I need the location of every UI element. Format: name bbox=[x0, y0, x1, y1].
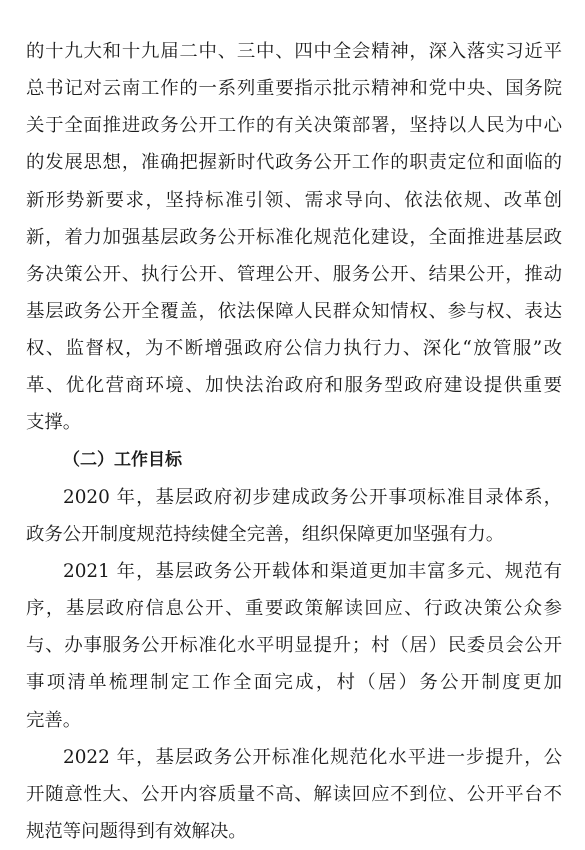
section-heading: （二）工作目标 bbox=[63, 449, 182, 470]
paragraph-line: 务决策公开、执行公开、管理公开、服务公开、结果公开，推动 bbox=[26, 263, 562, 285]
paragraph-line: 的十九大和十九届二中、三中、四中全会精神，深入落实习近平 bbox=[26, 41, 562, 62]
paragraph-line: 基层政务公开全覆盖，依法保障人民群众知情权、参与权、表达 bbox=[26, 300, 562, 322]
paragraph-line: 的发展思想，准确把握新时代政务公开工作的职责定位和面临的 bbox=[26, 152, 562, 174]
document-page bbox=[26, 33, 562, 850]
paragraph-line: 2022 年，基层政务公开标准化规范化水平进一步提升，公 bbox=[63, 746, 562, 768]
paragraph-line: 新形势新要求，坚持标准引领、需求导向、依法依规、改革创 bbox=[26, 189, 562, 211]
paragraph-line: 政务公开制度规范持续健全完善，组织保障更加坚强有力。 bbox=[26, 523, 505, 545]
paragraph-line: 总书记对云南工作的一系列重要指示批示精神和党中央、国务院 bbox=[26, 78, 562, 100]
paragraph-line: 2020 年，基层政府初步建成政务公开事项标准目录体系， bbox=[63, 486, 562, 508]
paragraph-line: 支撑。 bbox=[26, 412, 82, 434]
paragraph-line: 完善。 bbox=[26, 709, 82, 731]
paragraph-line: 关于全面推进政务公开工作的有关决策部署，坚持以人民为中心 bbox=[26, 115, 562, 137]
paragraph-line: 事项清单梳理制定工作全面完成，村（居）务公开制度更加 bbox=[26, 672, 562, 694]
paragraph-line: 2021 年，基层政务公开载体和渠道更加丰富多元、规范有 bbox=[63, 560, 562, 582]
paragraph-line: 序，基层政府信息公开、重要政策解读回应、行政决策公众参 bbox=[26, 598, 562, 620]
paragraph-line: 权、监督权，为不断增强政府公信力执行力、深化“放管服”改 bbox=[26, 338, 562, 360]
paragraph-line: 开随意性大、公开内容质量不高、解读回应不到位、公开平台不 bbox=[26, 783, 562, 805]
paragraph-line: 革、优化营商环境、加快法治政府和服务型政府建设提供重要 bbox=[26, 375, 562, 397]
paragraph-line: 与、办事服务公开标准化水平明显提升；村（居）民委员会公开 bbox=[26, 635, 562, 657]
paragraph-line: 新，着力加强基层政务公开标准化规范化建设，全面推进基层政 bbox=[26, 226, 562, 248]
paragraph-line: 规范等问题得到有效解决。 bbox=[26, 820, 247, 842]
